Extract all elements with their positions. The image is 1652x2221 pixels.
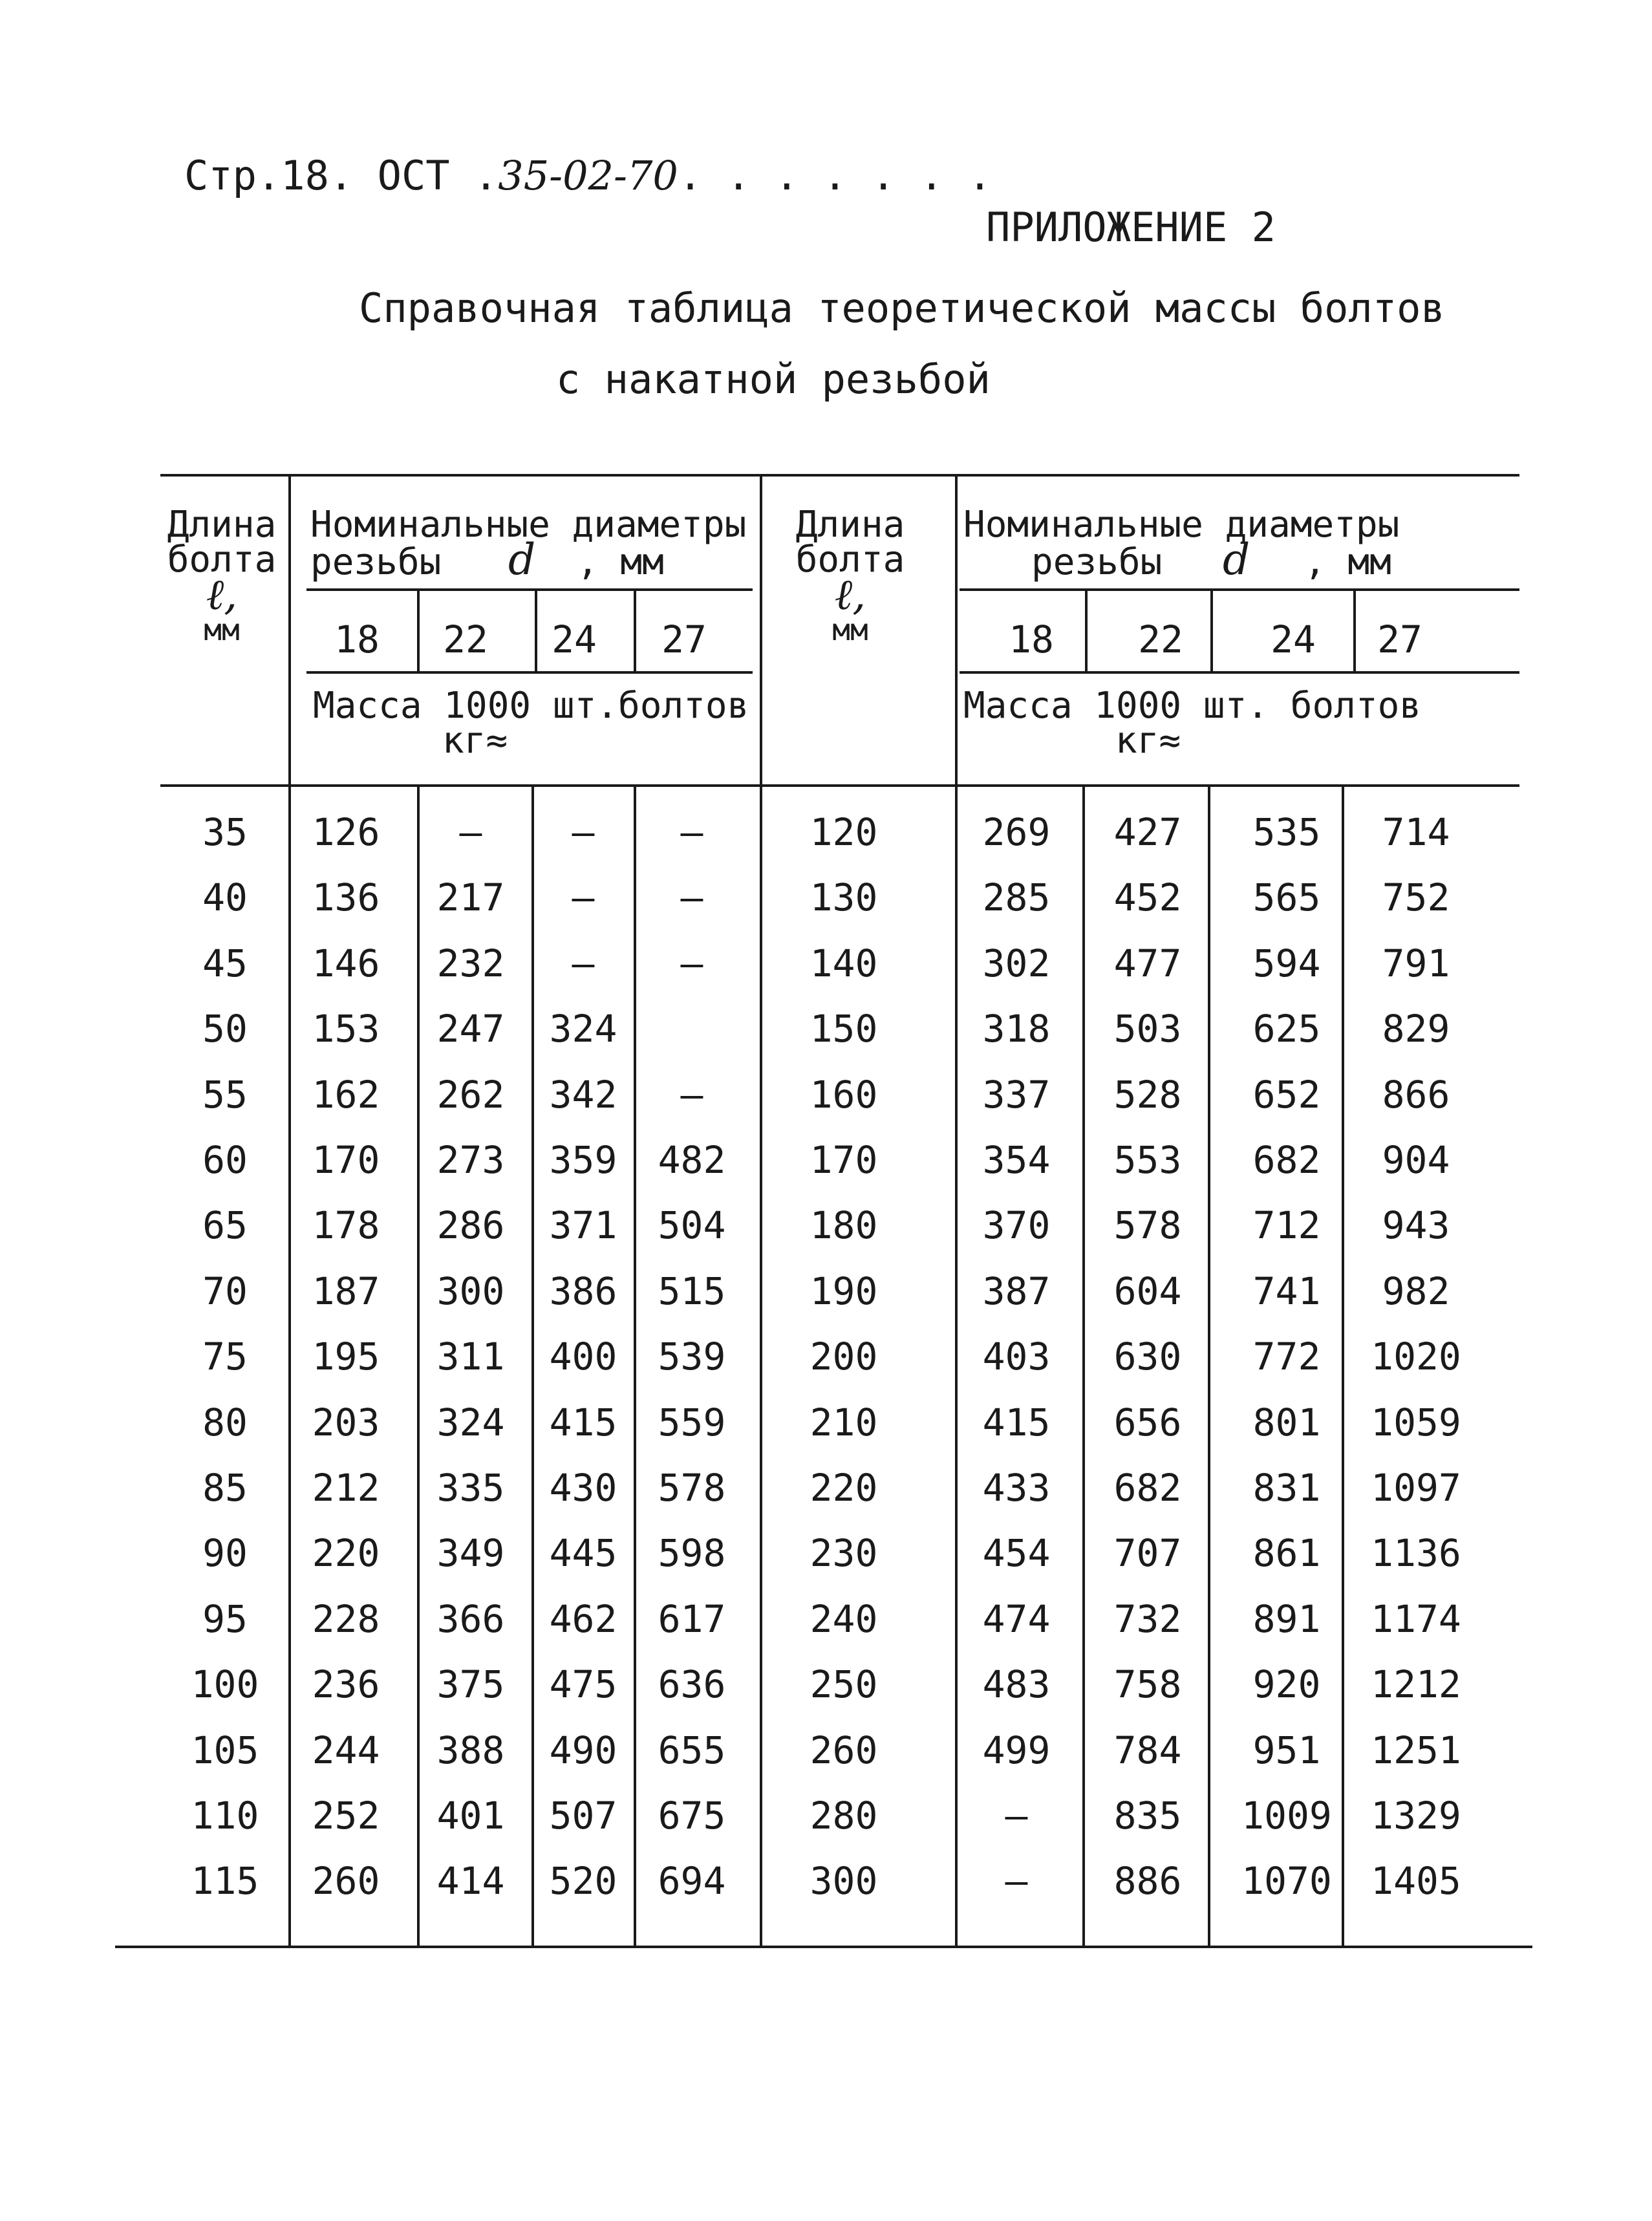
table-cell-d22: 835 (1113, 1794, 1182, 1838)
diameter-symbol: d (1223, 535, 1250, 585)
table-cell-d18: 269 (982, 810, 1051, 854)
table-cell-d27: 655 (658, 1728, 726, 1772)
table-cell-d24: 772 (1252, 1335, 1321, 1379)
table-cell-d18: 433 (982, 1466, 1051, 1510)
table-cell-l: 45 (202, 941, 248, 985)
table-cell-d24: 951 (1252, 1728, 1321, 1772)
table-cell-d18: 244 (312, 1728, 380, 1772)
diameter-header-line1: Номинальные диаметры (963, 504, 1400, 546)
table-cell-d22: 335 (436, 1466, 505, 1510)
table-cell-d22: 232 (436, 941, 505, 985)
vline-d22-d24-left (535, 588, 537, 672)
table-cell-d22: 784 (1113, 1728, 1182, 1772)
table-cell-d27: 791 (1382, 941, 1450, 985)
table-cell-d27: – (680, 875, 703, 919)
header-rule-diam-left (306, 588, 753, 591)
table-cell-d18: – (1005, 1859, 1028, 1903)
table-cell-d24: 359 (549, 1138, 617, 1182)
table-cell-l: 160 (810, 1073, 878, 1117)
table-cell-d24: 741 (1252, 1269, 1321, 1313)
table-cell-d27: 1059 (1371, 1400, 1461, 1444)
vline-d24-d27-right (1353, 588, 1356, 672)
table-cell-d22: 311 (436, 1335, 505, 1379)
table-cell-d22: 286 (436, 1203, 505, 1247)
table-cell-d24: 430 (549, 1466, 617, 1510)
vline-d22-d24-right (1210, 588, 1213, 672)
table-cell-d22: 553 (1113, 1138, 1182, 1182)
vline-d18-d22-right (1085, 588, 1088, 672)
vline-after-length (288, 474, 291, 1946)
vline-d22-d24-right-body (1208, 784, 1210, 1946)
header-rule-mass-right (960, 671, 1519, 674)
table-cell-d18: 146 (312, 941, 380, 985)
table-cell-d18: 220 (312, 1531, 380, 1575)
table-cell-d24: 415 (549, 1400, 617, 1444)
table-title-line1: Справочная таблица теоретической массы болтов (359, 284, 1445, 332)
table-cell-d22: 758 (1113, 1662, 1182, 1706)
table-cell-d27: 559 (658, 1400, 726, 1444)
table-cell-d18: 370 (982, 1203, 1051, 1247)
diameter-header-line1: Номинальные диаметры (310, 504, 747, 546)
table-cell-l: 190 (810, 1269, 878, 1313)
table-cell-l: 240 (810, 1597, 878, 1641)
diameter-header-right (963, 504, 1400, 585)
table-cell-d18: 285 (982, 875, 1051, 919)
table-cell-d18: 187 (312, 1269, 380, 1313)
table-cell-d22: 414 (436, 1859, 505, 1903)
diameter-header-line2 (963, 535, 1399, 585)
length-unit: мм (204, 612, 240, 647)
table-cell-d18: 483 (982, 1662, 1051, 1706)
table-cell-l: 200 (810, 1335, 878, 1379)
mass-header-unit: кг≈ (1115, 720, 1181, 762)
table-cell-d24: 535 (1252, 810, 1321, 854)
length-header-left (160, 504, 283, 647)
table-cell-d22: 604 (1113, 1269, 1182, 1313)
table-cell-d24: – (572, 941, 595, 985)
table-cell-d22: 300 (436, 1269, 505, 1313)
table-cell-d22: 503 (1113, 1007, 1182, 1051)
table-cell-l: 90 (202, 1531, 248, 1575)
diameter-unit: , мм (576, 541, 664, 583)
table-cell-l: 260 (810, 1728, 878, 1772)
table-cell-l: 35 (202, 810, 248, 854)
table-cell-d24: 475 (549, 1662, 617, 1706)
table-cell-d27: 539 (658, 1335, 726, 1379)
diameter-label-24-left: 24 (552, 617, 597, 661)
table-cell-d18: 136 (312, 875, 380, 919)
table-cell-d18: 415 (982, 1400, 1051, 1444)
handwritten-standard-code: 35-02-70 (498, 152, 678, 199)
header-rule-mass-left (306, 671, 753, 674)
mass-header-right (963, 685, 1422, 762)
table-cell-d18: 252 (312, 1794, 380, 1838)
table-cell-d24: 371 (549, 1203, 617, 1247)
table-cell-d27: 1329 (1371, 1794, 1461, 1838)
table-cell-l: 115 (191, 1859, 259, 1903)
table-cell-d18: 454 (982, 1531, 1051, 1575)
table-cell-d22: 366 (436, 1597, 505, 1641)
table-cell-l: 85 (202, 1466, 248, 1510)
table-cell-d27: 1136 (1371, 1531, 1461, 1575)
table-cell-l: 170 (810, 1138, 878, 1182)
table-cell-l: 95 (202, 1597, 248, 1641)
table-cell-d27: 943 (1382, 1203, 1450, 1247)
vline-after-length-right (955, 474, 958, 1946)
table-cell-d18: 387 (982, 1269, 1051, 1313)
table-cell-l: 75 (202, 1335, 248, 1379)
diameter-label-22-right: 22 (1138, 617, 1183, 661)
table-cell-d18: 236 (312, 1662, 380, 1706)
table-cell-d27: – (680, 941, 703, 985)
table-cell-l: 100 (191, 1662, 259, 1706)
table-cell-d24: 594 (1252, 941, 1321, 985)
length-header-word2: болта (167, 539, 277, 581)
diameter-header-line2 (310, 535, 746, 585)
length-header-right (769, 504, 931, 647)
table-cell-l: 130 (810, 875, 878, 919)
table-cell-l: 40 (202, 875, 248, 919)
vline-d18-d22-left-body (417, 784, 420, 1946)
table-cell-d22: 324 (436, 1400, 505, 1444)
table-cell-l: 230 (810, 1531, 878, 1575)
header-bottom-rule (160, 784, 1519, 787)
table-cell-d27: – (680, 810, 703, 854)
table-cell-d22: 630 (1113, 1335, 1182, 1379)
length-header-word1: Длина (167, 504, 277, 546)
diameter-label-27-left: 27 (661, 617, 707, 661)
table-cell-d18: 178 (312, 1203, 380, 1247)
table-cell-d24: 920 (1252, 1662, 1321, 1706)
table-cell-d22: 262 (436, 1073, 505, 1117)
table-cell-d18: 153 (312, 1007, 380, 1051)
table-cell-d27: 617 (658, 1597, 726, 1641)
table-cell-l: 60 (202, 1138, 248, 1182)
table-cell-d27: 598 (658, 1531, 726, 1575)
table-cell-d22: 886 (1113, 1859, 1182, 1903)
table-cell-d24: 400 (549, 1335, 617, 1379)
table-cell-d24: 831 (1252, 1466, 1321, 1510)
table-cell-d22: 732 (1113, 1597, 1182, 1641)
table-cell-l: 250 (810, 1662, 878, 1706)
table-cell-d27: 636 (658, 1662, 726, 1706)
vline-before-length-right (760, 474, 762, 1946)
table-cell-l: 80 (202, 1400, 248, 1444)
table-cell-d27: 1097 (1371, 1466, 1461, 1510)
table-cell-d24: 861 (1252, 1531, 1321, 1575)
table-cell-d24: 891 (1252, 1597, 1321, 1641)
table-cell-d27: 829 (1382, 1007, 1450, 1051)
table-cell-d27: – (680, 1073, 703, 1117)
table-cell-l: 70 (202, 1269, 248, 1313)
vline-d24-d27-right-body (1342, 784, 1344, 1946)
appendix-label: ПРИЛОЖЕНИЕ 2 (986, 204, 1276, 251)
diameter-symbol: d (508, 535, 536, 585)
table-cell-d22: 247 (436, 1007, 505, 1051)
table-cell-d18: 126 (312, 810, 380, 854)
header-rule-diam-right (960, 588, 1519, 591)
mass-header-unit: кг≈ (442, 720, 508, 762)
vline-d18-d22-right-body (1082, 784, 1085, 1946)
table-cell-d22: 656 (1113, 1400, 1182, 1444)
table-cell-d24: 324 (549, 1007, 617, 1051)
table-cell-d27: 1212 (1371, 1662, 1461, 1706)
table-cell-d18: 162 (312, 1073, 380, 1117)
table-cell-d24: – (572, 810, 595, 854)
table-cell-d18: 354 (982, 1138, 1051, 1182)
length-unit: мм (832, 612, 868, 647)
vline-d24-d27-left-body (634, 784, 636, 1946)
table-cell-d22: 452 (1113, 875, 1182, 919)
table-cell-d27: 866 (1382, 1073, 1450, 1117)
vline-d18-d22-left (417, 588, 420, 672)
table-cell-d18: 318 (982, 1007, 1051, 1051)
table-cell-d18: 228 (312, 1597, 380, 1641)
table-cell-l: 220 (810, 1466, 878, 1510)
table-cell-l: 50 (202, 1007, 248, 1051)
diameter-label-27-right: 27 (1377, 617, 1422, 661)
table-cell-d22: 273 (436, 1138, 505, 1182)
table-cell-d18: 302 (982, 941, 1051, 985)
table-cell-l: 280 (810, 1794, 878, 1838)
table-cell-d27: 1174 (1371, 1597, 1461, 1641)
table-cell-d24: 520 (549, 1859, 617, 1903)
table-cell-d27: 1251 (1371, 1728, 1461, 1772)
table-cell-d27: 504 (658, 1203, 726, 1247)
table-cell-d18: 260 (312, 1859, 380, 1903)
table-cell-d18: 203 (312, 1400, 380, 1444)
diameter-header-left (310, 504, 747, 585)
table-cell-d27: 982 (1382, 1269, 1450, 1313)
table-cell-d22: 349 (436, 1531, 505, 1575)
table-cell-d24: 462 (549, 1597, 617, 1641)
table-cell-d27: 578 (658, 1466, 726, 1510)
table-cell-l: 150 (810, 1007, 878, 1051)
mass-header-line1: Масса 1000 шт.болтов (313, 685, 749, 727)
diameter-label-22-left: 22 (443, 617, 488, 661)
table-cell-l: 105 (191, 1728, 259, 1772)
table-cell-d27: 752 (1382, 875, 1450, 919)
table-cell-d22: 388 (436, 1728, 505, 1772)
table-cell-d22: 578 (1113, 1203, 1182, 1247)
table-cell-d22: 427 (1113, 810, 1182, 854)
table-cell-d24: 652 (1252, 1073, 1321, 1117)
table-cell-d24: 507 (549, 1794, 617, 1838)
table-cell-d24: 386 (549, 1269, 617, 1313)
table-cell-d22: 707 (1113, 1531, 1182, 1575)
table-cell-d24: 565 (1252, 875, 1321, 919)
table-cell-d18: 403 (982, 1335, 1051, 1379)
table-cell-l: 110 (191, 1794, 259, 1838)
table-cell-d27: 1020 (1371, 1335, 1461, 1379)
table-cell-l: 300 (810, 1859, 878, 1903)
table-top-rule (160, 474, 1519, 477)
table-cell-l: 140 (810, 941, 878, 985)
table-cell-d22: 375 (436, 1662, 505, 1706)
page-ref-text: Стр.18. ОСТ . (184, 152, 499, 199)
table-cell-d27: 904 (1382, 1138, 1450, 1182)
table-cell-d22: 528 (1113, 1073, 1182, 1117)
table-cell-d22: 217 (436, 875, 505, 919)
table-cell-d24: – (572, 875, 595, 919)
table-bottom-rule (115, 1946, 1532, 1948)
diameter-unit: , мм (1303, 541, 1391, 583)
table-cell-d22: 401 (436, 1794, 505, 1838)
table-cell-d24: 1009 (1241, 1794, 1332, 1838)
table-cell-d27: 675 (658, 1794, 726, 1838)
table-cell-d22: – (459, 810, 482, 854)
table-cell-d24: 712 (1252, 1203, 1321, 1247)
diameter-label-24-right: 24 (1271, 617, 1316, 661)
table-cell-d18: 337 (982, 1073, 1051, 1117)
table-cell-d24: 445 (549, 1531, 617, 1575)
table-cell-d27: 694 (658, 1859, 726, 1903)
vline-d24-d27-left (634, 588, 636, 672)
table-cell-d27: 714 (1382, 810, 1450, 854)
page-reference (184, 152, 992, 199)
table-cell-d24: 1070 (1241, 1859, 1332, 1903)
diameter-label-18-right: 18 (1009, 617, 1054, 661)
mass-header-line1: Масса 1000 шт. болтов (963, 685, 1422, 727)
table-cell-d27: 515 (658, 1269, 726, 1313)
table-cell-d24: 342 (549, 1073, 617, 1117)
mass-header-left (313, 685, 749, 762)
table-cell-d27: 482 (658, 1138, 726, 1182)
diameter-label-18-left: 18 (334, 617, 380, 661)
table-cell-d18: 170 (312, 1138, 380, 1182)
length-symbol: ℓ, (834, 570, 866, 619)
length-symbol: ℓ, (206, 570, 238, 619)
table-title-line2: с накатной резьбой (556, 356, 991, 403)
table-cell-d24: 801 (1252, 1400, 1321, 1444)
table-cell-d18: – (1005, 1794, 1028, 1838)
table-cell-d24: 490 (549, 1728, 617, 1772)
table-cell-d22: 477 (1113, 941, 1182, 985)
vline-d22-d24-left-body (531, 784, 534, 1946)
length-header-word2: болта (795, 539, 905, 581)
table-cell-d27: 1405 (1371, 1859, 1461, 1903)
table-cell-l: 180 (810, 1203, 878, 1247)
table-cell-d18: 474 (982, 1597, 1051, 1641)
page-ref-dots: . . . . . . . (678, 152, 992, 199)
table-cell-l: 210 (810, 1400, 878, 1444)
table-cell-l: 65 (202, 1203, 248, 1247)
length-header-word1: Длина (795, 504, 905, 546)
table-cell-l: 120 (810, 810, 878, 854)
table-cell-d18: 195 (312, 1335, 380, 1379)
table-cell-d18: 499 (982, 1728, 1051, 1772)
table-cell-d24: 625 (1252, 1007, 1321, 1051)
table-cell-l: 55 (202, 1073, 248, 1117)
table-cell-d24: 682 (1252, 1138, 1321, 1182)
table-cell-d18: 212 (312, 1466, 380, 1510)
diameter-header-word: резьбы (310, 541, 442, 583)
table-cell-d22: 682 (1113, 1466, 1182, 1510)
diameter-header-word: резьбы (1031, 541, 1163, 583)
